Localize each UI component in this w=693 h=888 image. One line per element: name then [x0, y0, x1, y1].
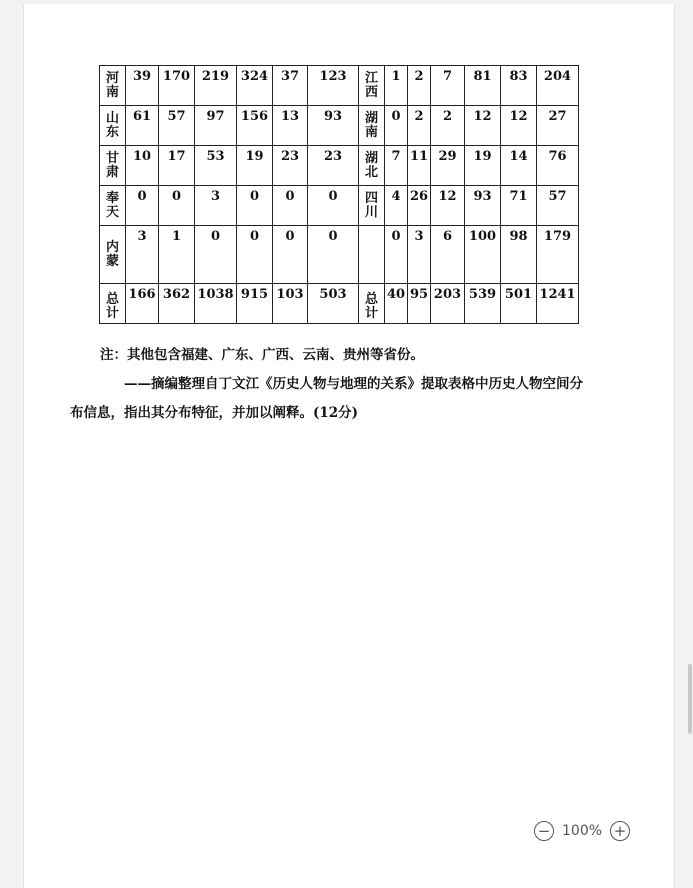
value-cell: 362 [159, 284, 195, 324]
value-cell: 204 [537, 66, 579, 106]
scrollbar-thumb[interactable] [688, 664, 692, 734]
value-cell: 6 [431, 226, 465, 284]
value-cell: 7 [385, 146, 408, 186]
province-char: 湖 [364, 151, 378, 166]
value-cell: 83 [501, 66, 537, 106]
value-cell: 4 [385, 186, 408, 226]
value-cell: 0 [273, 226, 308, 284]
province-char: 河 [105, 71, 119, 86]
value-cell: 203 [431, 284, 465, 324]
province-char: 四 [364, 191, 378, 206]
province-char: 奉 [105, 191, 119, 206]
province-cell [359, 146, 385, 186]
table-row [100, 146, 579, 186]
table-row [100, 66, 579, 106]
value-cell: 27 [537, 106, 579, 146]
province-char: 南 [105, 85, 119, 100]
value-cell: 1 [159, 226, 195, 284]
value-cell: 12 [431, 186, 465, 226]
value-cell: 12 [465, 106, 501, 146]
value-cell: 71 [501, 186, 537, 226]
value-cell: 98 [501, 226, 537, 284]
value-cell: 219 [195, 66, 237, 106]
province-char: 总 [364, 291, 378, 307]
province-char: 山 [105, 111, 119, 126]
value-cell: 19 [465, 146, 501, 186]
value-cell: 95 [408, 284, 431, 324]
value-cell: 123 [308, 66, 359, 106]
province-char: 天 [105, 205, 119, 220]
province-char: 计 [105, 305, 119, 321]
province-cell [100, 146, 126, 186]
province-char: 川 [364, 205, 378, 220]
value-cell: 40 [385, 284, 408, 324]
value-cell: 19 [237, 146, 273, 186]
value-cell: 3 [126, 226, 159, 284]
province-cell [100, 226, 126, 284]
value-cell: 170 [159, 66, 195, 106]
value-cell: 13 [273, 106, 308, 146]
province-cell [100, 186, 126, 226]
value-cell: 0 [385, 106, 408, 146]
province-cell [359, 284, 385, 324]
province-char: 内 [105, 239, 119, 255]
table-row [100, 186, 579, 226]
value-cell: 915 [237, 284, 273, 324]
value-cell: 100 [465, 226, 501, 284]
value-cell: 76 [537, 146, 579, 186]
value-cell: 17 [159, 146, 195, 186]
value-cell: 37 [273, 66, 308, 106]
province-char: 甘 [105, 151, 119, 166]
value-cell: 1038 [195, 284, 237, 324]
province-cell [359, 186, 385, 226]
province-char: 计 [364, 305, 378, 321]
value-cell: 501 [501, 284, 537, 324]
value-cell: 1 [385, 66, 408, 106]
value-cell: 0 [385, 226, 408, 284]
question-text: 布信息，指出其分布特征，并加以阐释。(12分) [70, 405, 359, 421]
table-row [100, 106, 579, 146]
value-cell: 23 [273, 146, 308, 186]
province-char: 北 [364, 165, 378, 180]
value-cell: 97 [195, 106, 237, 146]
value-cell: 179 [537, 226, 579, 284]
value-cell: 7 [431, 66, 465, 106]
province-cell [359, 106, 385, 146]
value-cell: 81 [465, 66, 501, 106]
table-row [100, 284, 579, 324]
province-char: 总 [105, 291, 119, 307]
value-cell: 1241 [537, 284, 579, 324]
value-cell: 539 [465, 284, 501, 324]
province-char: 西 [364, 85, 378, 100]
value-cell: 0 [308, 186, 359, 226]
value-cell: 103 [273, 284, 308, 324]
value-cell: 2 [408, 106, 431, 146]
value-cell: 156 [237, 106, 273, 146]
value-cell: 57 [537, 186, 579, 226]
value-cell: 3 [195, 186, 237, 226]
province-char: 南 [364, 125, 378, 140]
value-cell: 93 [308, 106, 359, 146]
province-cell [359, 226, 385, 284]
value-cell: 0 [237, 226, 273, 284]
province-cell [100, 66, 126, 106]
plus-icon: + [613, 821, 627, 840]
province-char: 江 [364, 71, 378, 86]
value-cell: 0 [273, 186, 308, 226]
province-cell [100, 106, 126, 146]
source-citation: ——摘编整理自丁文江《历史人物与地理的关系》提取表格中历史人物空间分 [124, 376, 583, 392]
value-cell: 3 [408, 226, 431, 284]
table-row [100, 226, 579, 284]
value-cell: 2 [431, 106, 465, 146]
zoom-out-button[interactable] [534, 821, 554, 841]
value-cell: 23 [308, 146, 359, 186]
province-char: 湖 [364, 111, 378, 126]
table-note: 注：其他包含福建、广东、广西、云南、贵州等省份。 [100, 347, 424, 363]
value-cell: 29 [431, 146, 465, 186]
value-cell: 0 [126, 186, 159, 226]
value-cell: 0 [237, 186, 273, 226]
value-cell: 57 [159, 106, 195, 146]
zoom-controls [534, 821, 630, 841]
province-char: 蒙 [105, 253, 119, 269]
value-cell: 166 [126, 284, 159, 324]
historical-figures-table [99, 65, 579, 324]
value-cell: 53 [195, 146, 237, 186]
value-cell: 26 [408, 186, 431, 226]
value-cell: 2 [408, 66, 431, 106]
value-cell: 10 [126, 146, 159, 186]
value-cell: 93 [465, 186, 501, 226]
zoom-in-button[interactable] [610, 821, 630, 841]
value-cell: 11 [408, 146, 431, 186]
value-cell: 503 [308, 284, 359, 324]
value-cell: 0 [159, 186, 195, 226]
province-cell [359, 66, 385, 106]
minus-icon: − [537, 821, 551, 840]
value-cell: 39 [126, 66, 159, 106]
value-cell: 14 [501, 146, 537, 186]
province-char: 东 [105, 125, 119, 140]
value-cell: 61 [126, 106, 159, 146]
province-char: 肃 [105, 165, 119, 180]
value-cell: 0 [308, 226, 359, 284]
value-cell: 0 [195, 226, 237, 284]
zoom-level: 100% [562, 823, 603, 839]
province-cell [100, 284, 126, 324]
value-cell: 324 [237, 66, 273, 106]
document-page [23, 4, 675, 888]
value-cell: 12 [501, 106, 537, 146]
